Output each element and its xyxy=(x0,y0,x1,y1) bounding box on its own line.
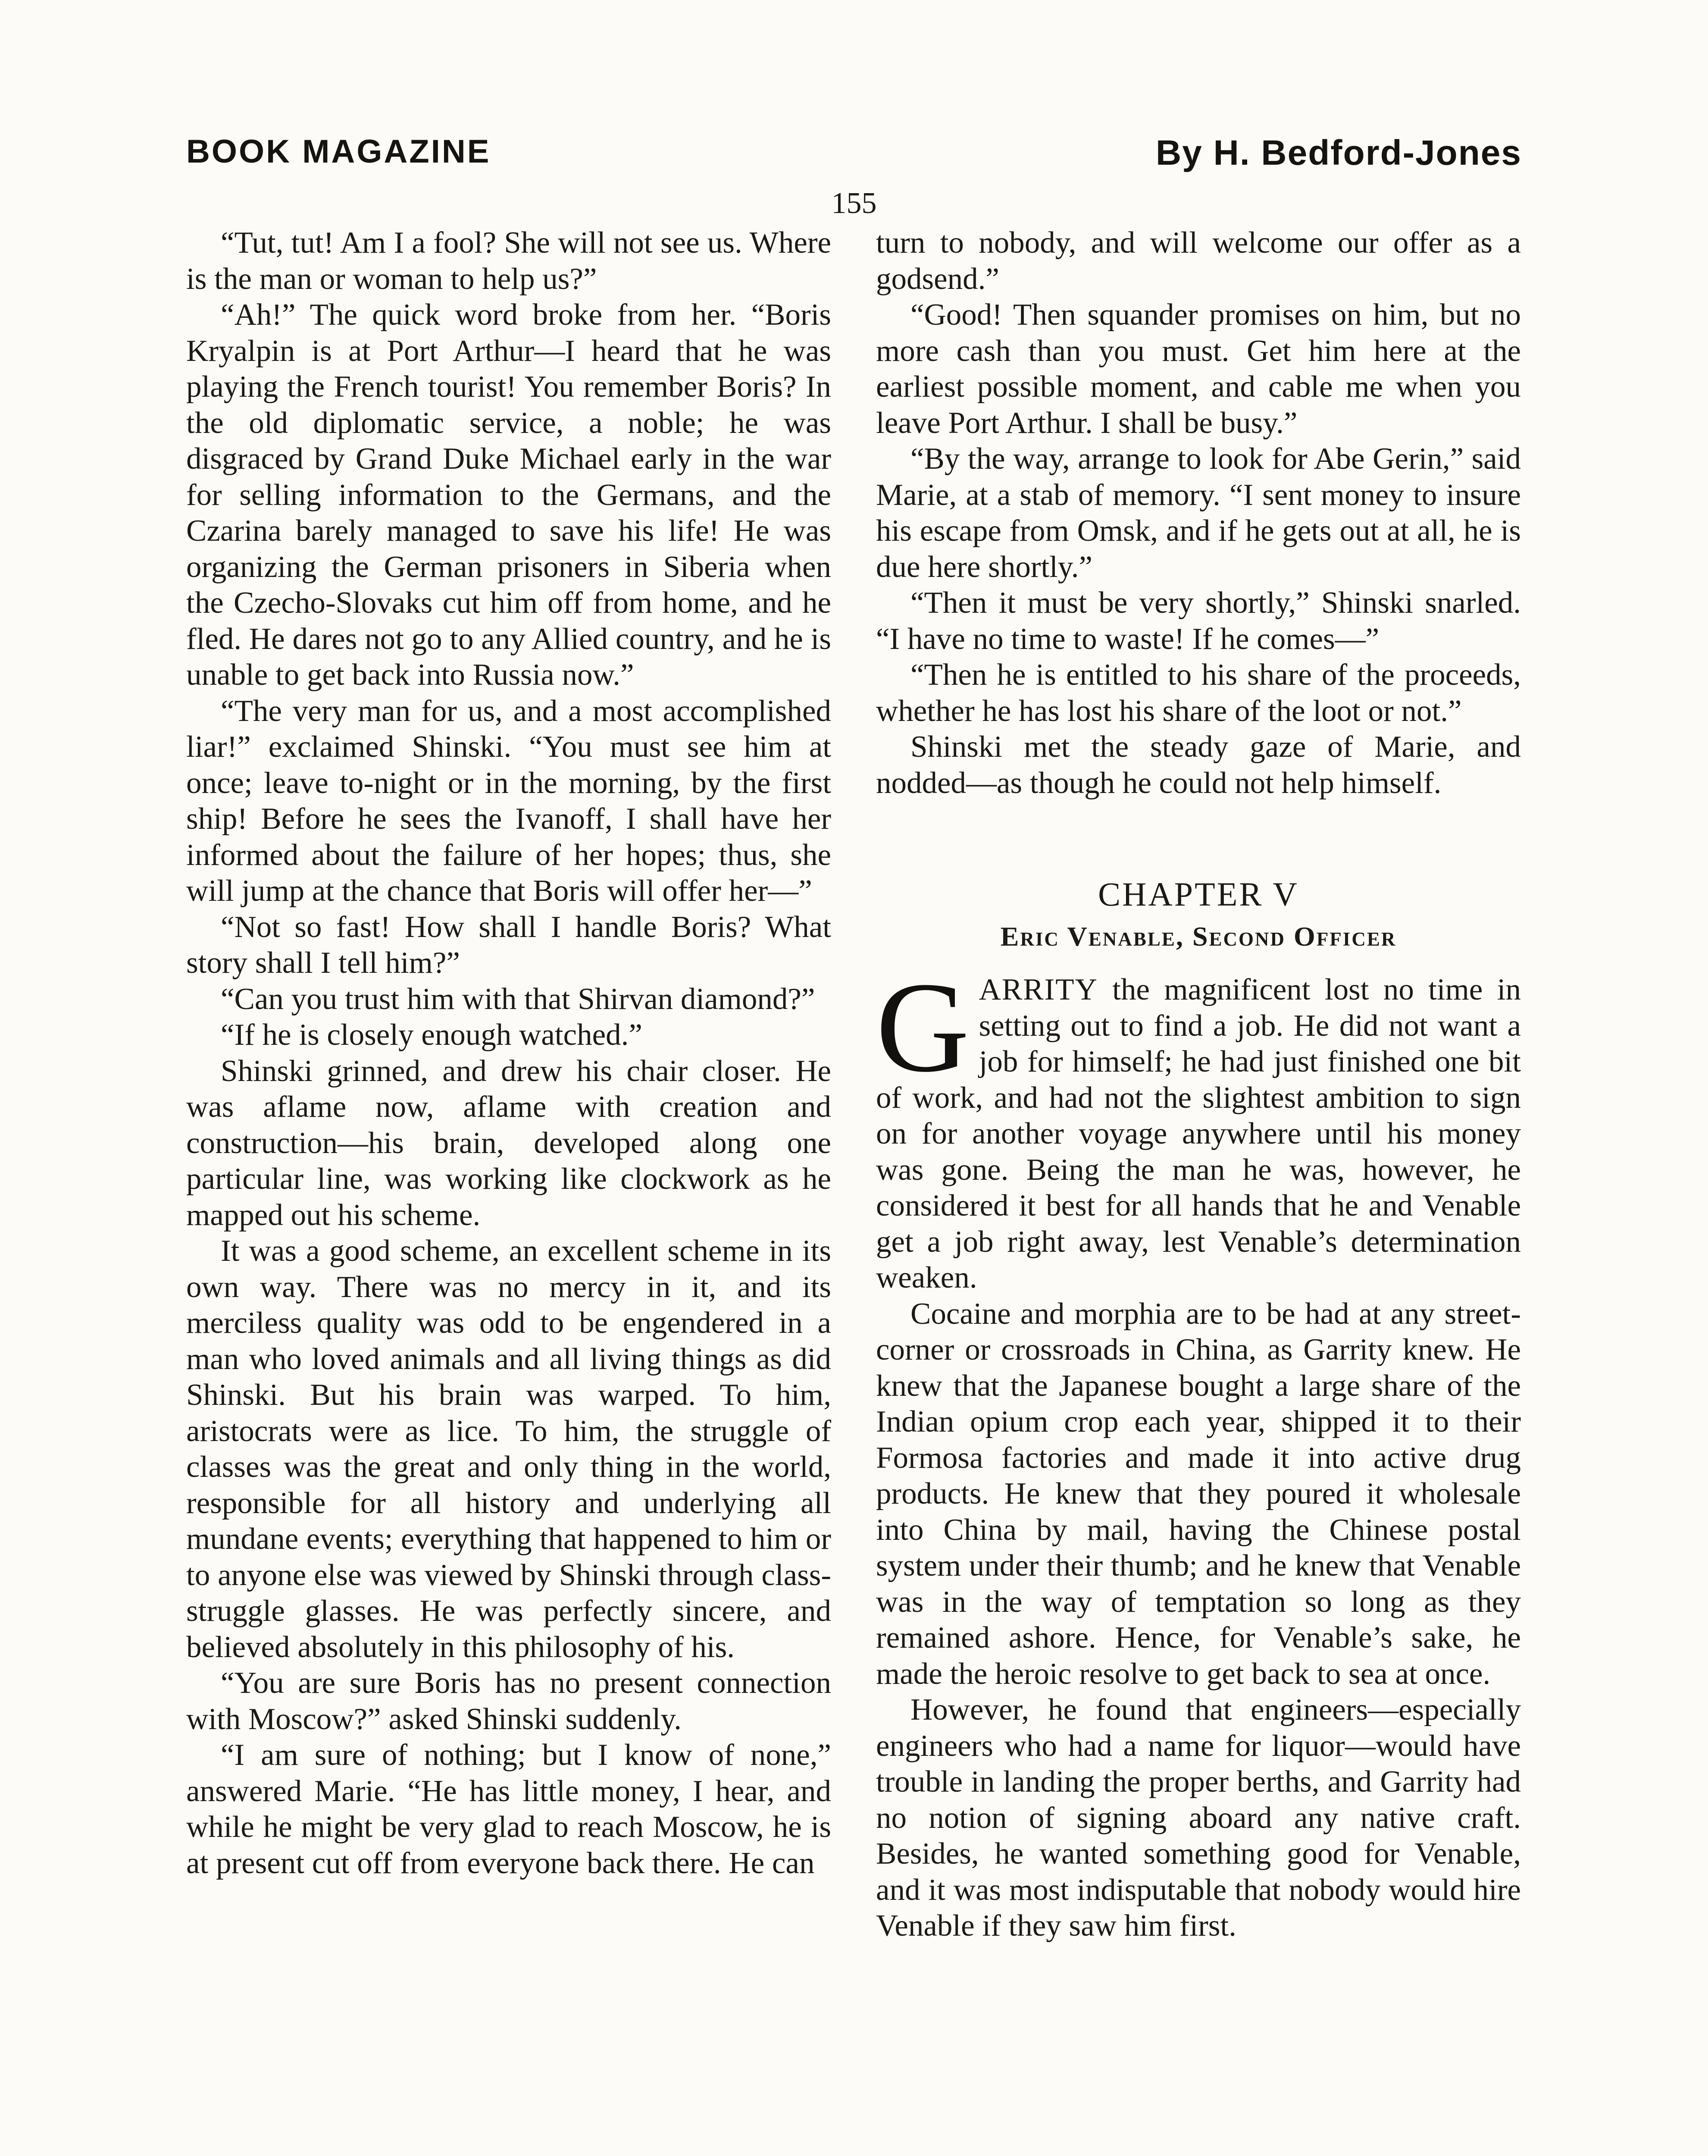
chapter-subtitle: Eric Venable, Second Officer xyxy=(1000,921,1397,952)
paragraph: “Can you trust him with that Shirvan diamond?” xyxy=(221,982,815,1016)
paragraph: However, he found that engineers—especially engineers who had a name for liquor—would have trouble in landing the proper berths, and Garrity had no notion of signing aboard any native craft. Besides, he wanted something good for Venable, and it was most indisputable that nobody would hire Venable if they saw him first. xyxy=(876,1693,1521,1943)
paragraph: “Then it must be very shortly,” Shinski snarled. “I have no time to waste! If he comes—” xyxy=(876,586,1521,656)
page-number: 155 xyxy=(831,187,877,220)
paragraph: Shinski grinned, and drew his chair closer. He was aflame now, aflame with creation and construction—his brain, developed along one particular line, was working like clockwork as he mapped out his scheme. xyxy=(186,1054,831,1232)
chapter-opening-paragraph xyxy=(876,956,1521,1296)
paragraph: “By the way, arrange to look for Abe Gerin,” said Marie, at a stab of memory. “I sent money to insure his escape from Omsk, and if he gets out at all, he is due here shortly.” xyxy=(876,442,1521,584)
chapter-title: CHAPTER V xyxy=(1098,875,1299,913)
left-column xyxy=(186,225,831,1881)
drop-cap: G xyxy=(876,956,970,1099)
paragraph: “I am sure of nothing; but I know of none,” answered Marie. “He has little money, I hear, and while he might be very glad to reach Moscow, he is at present cut off from everyone back there. He can xyxy=(186,1738,831,1880)
paragraph: Shinski met the steady gaze of Marie, and nodded—as though he could not help himself. xyxy=(876,730,1521,800)
paragraph: Cocaine and morphia are to be had at any street-corner or crossroads in China, as Garrity knew. He knew that the Japanese bought a large share of the Indian opium crop each year, shipped it to their Formosa factories and made it into active drug products. He knew that they poured it wholesale into China by mail, having the Chinese postal system under their thumb; and he knew that Venable was in the way of temptation so long as they remained ashore. Hence, for Venable’s sake, he made the heroic resolve to get back to sea at once. xyxy=(876,1297,1521,1691)
paragraph: It was a good scheme, an excellent scheme in its own way. There was no mercy in it, and its merciless quality was odd to be engendered in a man who loved animals and all living things as did Shinski. But his brain was warped. To him, aristocrats were as lice. To him, the struggle of classes was the great and only thing in the world, responsible for all history and underlying all mundane events; everything that happened to him or to anyone else was viewed by Shinski through class-struggle glasses. He was perfectly sincere, and believed absolutely in this philosophy of his. xyxy=(186,1234,831,1664)
right-column xyxy=(876,225,1521,1944)
magazine-title: BOOK MAGAZINE xyxy=(186,133,491,170)
paragraph: “Then he is entitled to his share of the proceeds, whether he has lost his share of the loot or not.” xyxy=(876,658,1521,728)
opening-word: ARRITY xyxy=(979,973,1098,1006)
paragraph: “Ah!” The quick word broke from her. “Boris Kryalpin is at Port Arthur—I heard that he was playing the French tourist! You remember Boris? In the old diplomatic service, a noble; he was disgraced by Grand Duke Michael early in the war for selling information to the Germans, and the Czarina barely managed to save his life! He was organizing the German prisoners in Siberia when the Czecho-Slovaks cut him off from home, and he fled. He dares not go to any Allied country, and he is unable to get back into Russia now.” xyxy=(186,298,831,692)
paragraph: “The very man for us, and a most accomplished liar!” exclaimed Shinski. “You must see him at once; leave to-night or in the morning, by the first ship! Before he sees the Ivanoff, I shall have her informed about the failure of her hopes; thus, she will jump at the chance that Boris will offer her—” xyxy=(186,694,831,908)
paragraph: “You are sure Boris has no present connection with Moscow?” asked Shinski suddenly. xyxy=(186,1666,831,1736)
paragraph: “Good! Then squander promises on him, but no more cash than you must. Get him here at the earliest possible moment, and cable me when you leave Port Arthur. I shall be busy.” xyxy=(876,298,1521,440)
author-byline: By H. Bedford-Jones xyxy=(1156,133,1522,172)
opening-text: the magnificent lost no time in setting out to find a job. He did not want a job for himself; he had just finished one bit of work, and had not the slightest ambition to sign on for another voyage anywhere until his money was gone. Being the man he was, however, he considered it best for all hands that he and Venable get a job right away, lest Venable’s determination weaken. xyxy=(876,973,1521,1294)
paragraph: “Not so fast! How shall I handle Boris? What story shall I tell him?” xyxy=(186,910,831,980)
paragraph-continued: turn to nobody, and will welcome our offer as a godsend.” xyxy=(876,226,1521,296)
chapter-heading xyxy=(876,874,1521,955)
paragraph: “Tut, tut! Am I a fool? She will not see us. Where is the man or woman to help us?” xyxy=(186,226,831,296)
paragraph: “If he is closely enough watched.” xyxy=(221,1018,642,1052)
